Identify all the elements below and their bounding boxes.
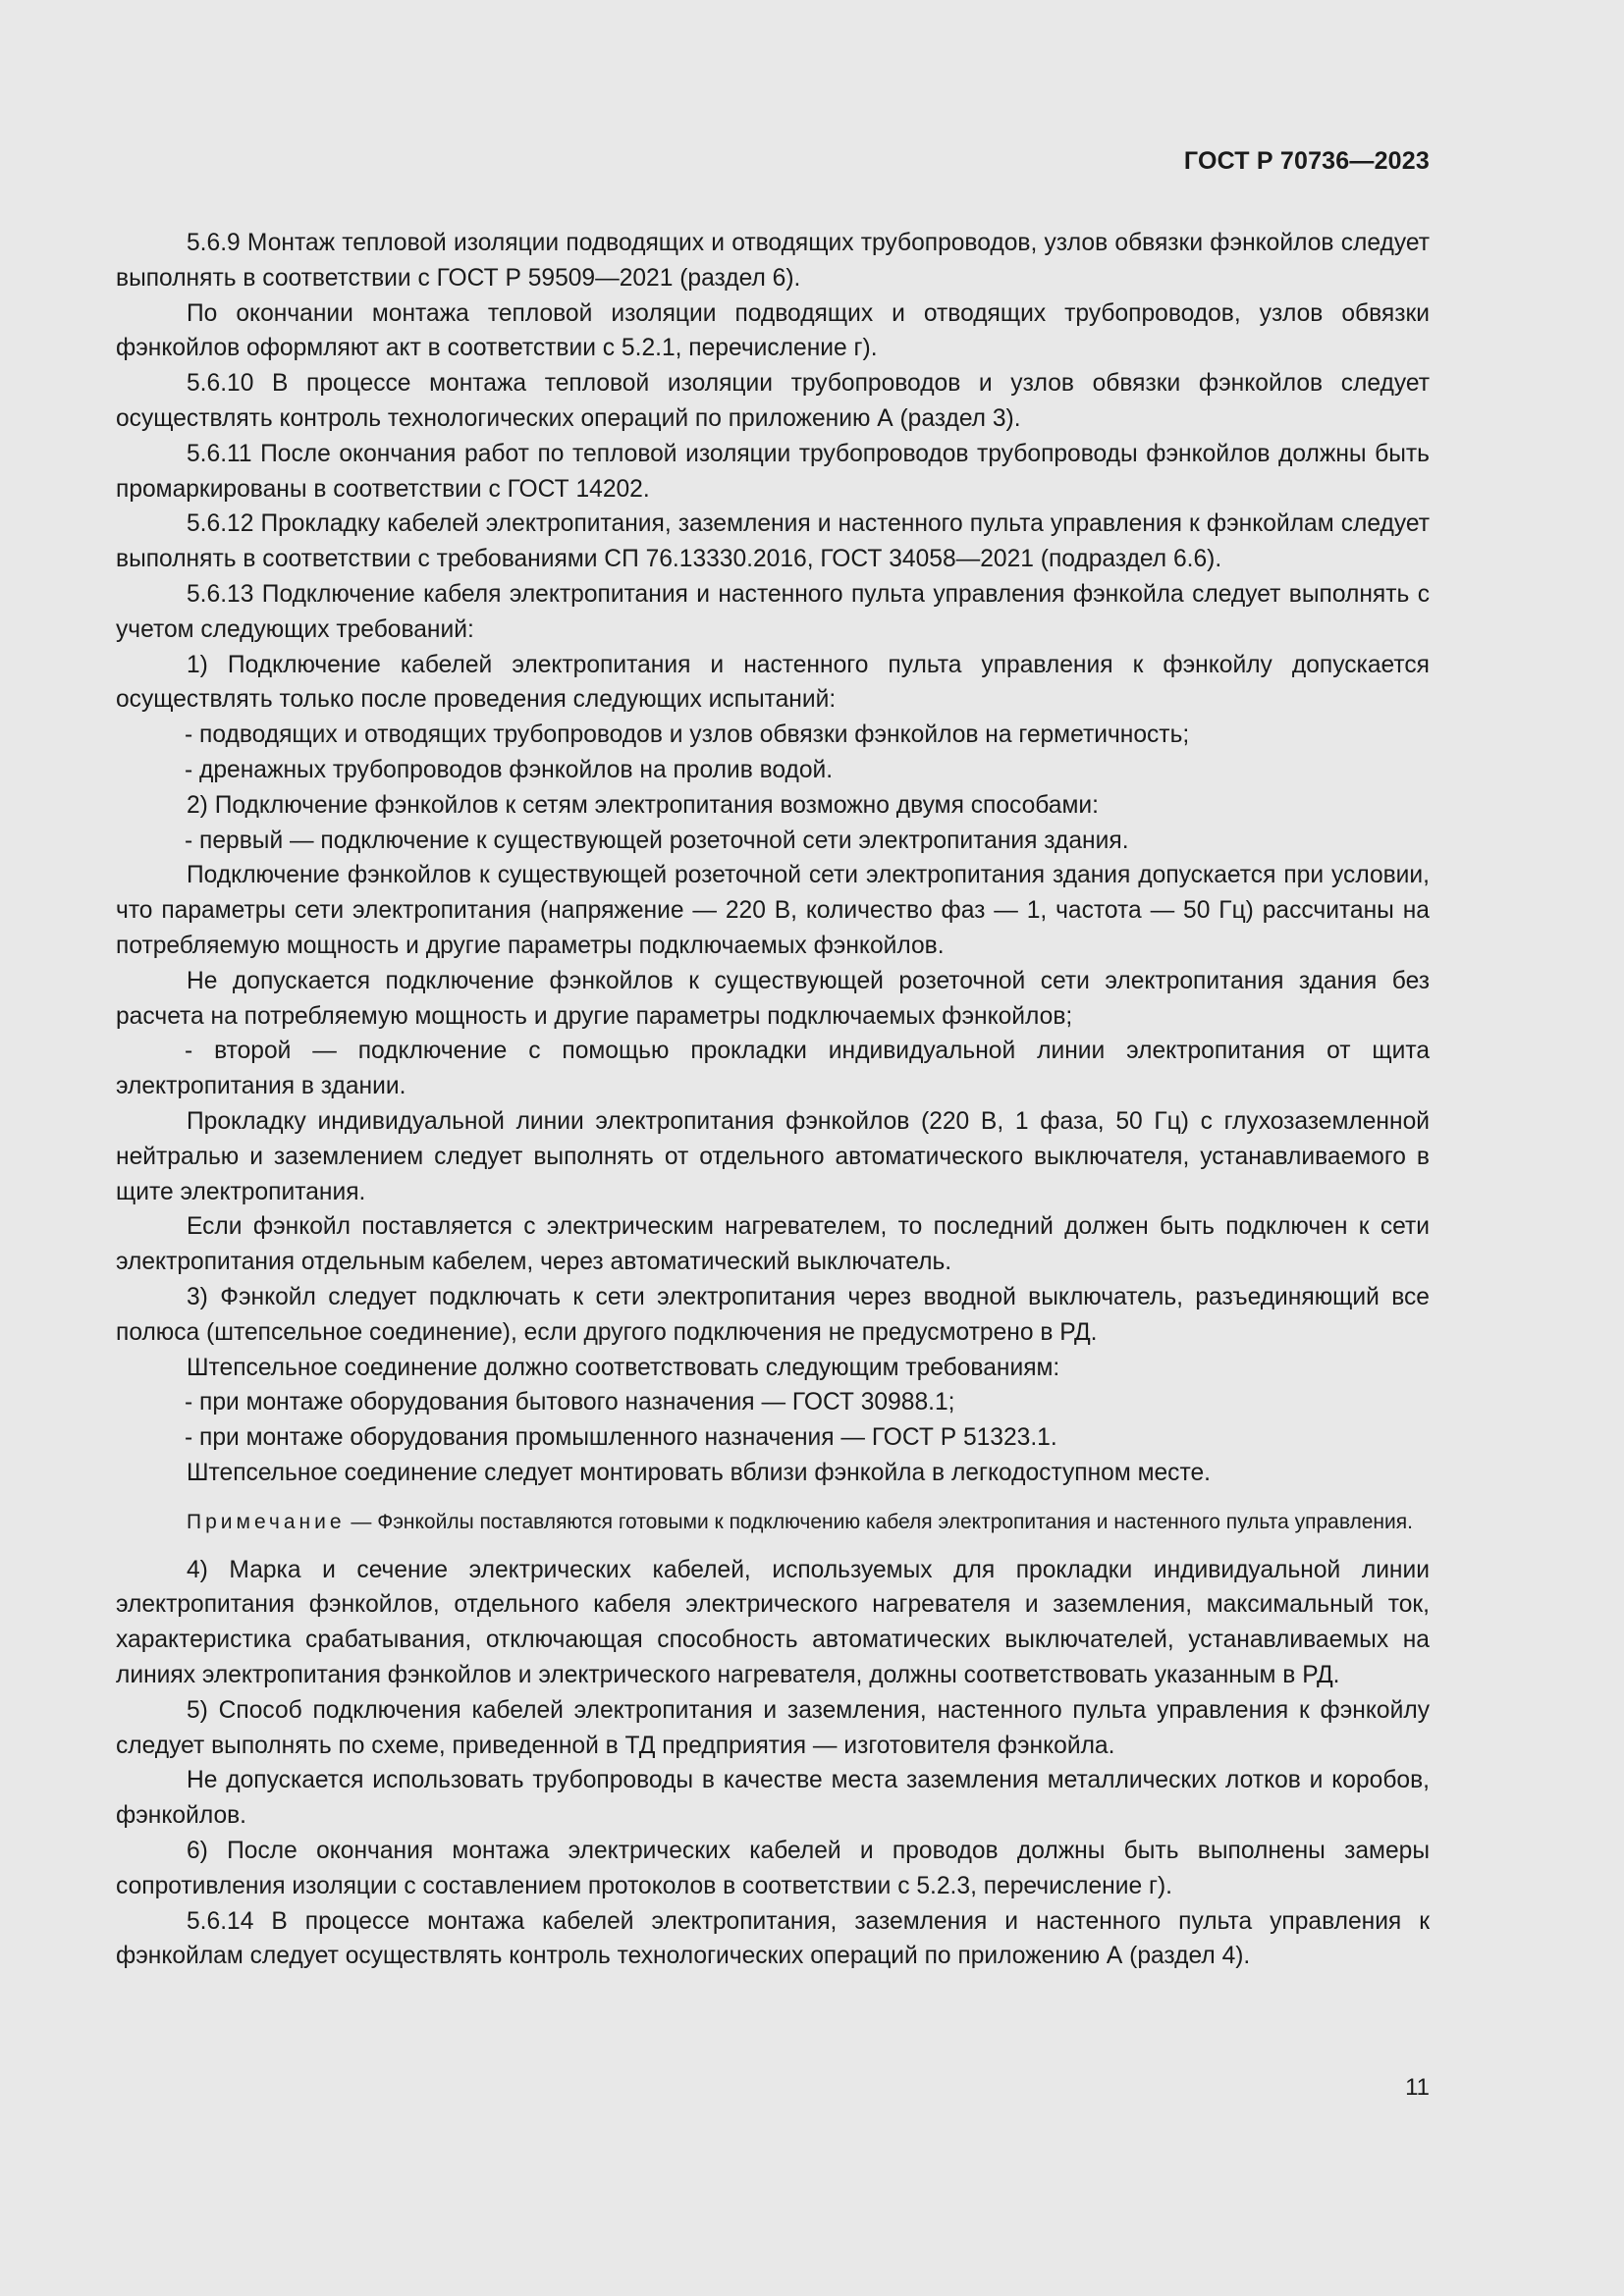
paragraph-socket-conditions: Подключение фэнкойлов к существующей розеточной сети электропитания здания допускается при условии, что параметры сети электропитания (напряжение — 220 В, количество фаз — 1, частота — 50 Гц) рассчитаны на потребляемую мощность и другие параметры подключаемых фэнкойлов. bbox=[116, 862, 1430, 959]
dash-item-industrial: - при монтаже оборудования промышленного назначения — ГОСТ Р 51323.1. bbox=[185, 1424, 1057, 1452]
list-item-1: 1) Подключение кабелей электропитания и настенного пульта управления к фэнкойлу допускается осуществлять только после проведения следующих испытаний: bbox=[116, 651, 1430, 714]
paragraph-act: По окончании монтажа тепловой изоляции подводящих и отводящих трубопроводов, узлов обвязки фэнкойлов оформляют акт в соответствии с 5.2.1, перечисление г). bbox=[116, 299, 1430, 362]
paragraph-heater: Если фэнкойл поставляется с электрическим нагревателем, то последний должен быть подключен к сети электропитания отдельным кабелем, через автоматический выключатель. bbox=[116, 1213, 1430, 1276]
paragraph-5-6-9: 5.6.9 Монтаж тепловой изоляции подводящих и отводящих трубопроводов, узлов обвязки фэнкойлов следует выполнять в соответствии с ГОСТ Р 59509—2021 (раздел 6). bbox=[116, 230, 1430, 292]
note-text: — Фэнкойлы поставляются готовыми к подключению кабеля электропитания и настенного пульта управления. bbox=[345, 1510, 1413, 1533]
paragraph-grounding: Не допускается использовать трубопроводы в качестве места заземления металлических лотков и коробов, фэнкойлов. bbox=[116, 1767, 1430, 1830]
dash-item-first: - первый — подключение к существующей розеточной сети электропитания здания. bbox=[185, 827, 1129, 854]
paragraph-5-6-10: 5.6.10 В процессе монтажа тепловой изоляции трубопроводов и узлов обвязки фэнкойлов следует осуществлять контроль технологических операций по приложению А (раздел 3). bbox=[116, 370, 1430, 432]
paragraph-5-6-14: 5.6.14 В процессе монтажа кабелей электропитания, заземления и настенного пульта управления к фэнкойлам следует осуществлять контроль технологических операций по приложению А (раздел 4). bbox=[116, 1907, 1430, 1970]
list-item-6: 6) После окончания монтажа электрических кабелей и проводов должны быть выполнены замеры сопротивления изоляции с составлением протоколов в соответствии с 5.2.3, перечисление г). bbox=[116, 1838, 1430, 1899]
dash-item-household: - при монтаже оборудования бытового назначения — ГОСТ 30988.1; bbox=[185, 1389, 955, 1416]
dash-item-second: - второй — подключение с помощью прокладки индивидуальной линии электропитания от щита электропитания в здании. bbox=[116, 1038, 1430, 1100]
document-body bbox=[116, 226, 1430, 1974]
note-label: Примечание bbox=[187, 1510, 346, 1533]
list-item-2: 2) Подключение фэнкойлов к сетям электропитания возможно двумя способами: bbox=[187, 791, 1099, 819]
paragraph-plug-location: Штепсельное соединение следует монтировать вблизи фэнкойла в легкодоступном месте. bbox=[187, 1459, 1211, 1486]
list-item-4: 4) Марка и сечение электрических кабелей, используемых для прокладки индивидуальной линии электропитания фэнкойлов, отдельного кабеля электрического нагревателя и заземления, максимальный ток, характеристика срабатывания, отключающая способность автоматических выключателей, устанавливаемых на линиях электропитания фэнкойлов и электрического нагревателя, должны соответствовать указанным в РД. bbox=[116, 1556, 1430, 1689]
list-item-5: 5) Способ подключения кабелей электропитания и заземления, настенного пульта управления к фэнкойлу следует выполнять по схеме, приведенной в ТД предприятия — изготовителя фэнкойла. bbox=[116, 1696, 1430, 1759]
page-number: 11 bbox=[1405, 2074, 1430, 2101]
paragraph-5-6-13: 5.6.13 Подключение кабеля электропитания и настенного пульта управления фэнкойла следует выполнять с учетом следующих требований: bbox=[116, 580, 1430, 643]
note bbox=[116, 1507, 1430, 1537]
dash-item-drainage: - дренажных трубопроводов фэнкойлов на пролив водой. bbox=[185, 756, 834, 783]
paragraph-5-6-12: 5.6.12 Прокладку кабелей электропитания, заземления и настенного пульта управления к фэнкойлам следует выполнять в соответствии с требованиями СП 76.13330.2016, ГОСТ 34058—2021 (подраздел 6.6). bbox=[116, 510, 1430, 573]
dash-item-tightness: - подводящих и отводящих трубопроводов и узлов обвязки фэнкойлов на герметичность; bbox=[185, 721, 1190, 749]
paragraph-individual-line: Прокладку индивидуальной линии электропитания фэнкойлов (220 В, 1 фаза, 50 Гц) с глухозаземленной нейтралью и заземлением следует выполнять от отдельного автоматического выключателя, устанавливаемого в щите электропитания. bbox=[116, 1107, 1430, 1205]
paragraph-5-6-11: 5.6.11 После окончания работ по тепловой изоляции трубопроводов трубопроводы фэнкойлов должны быть промаркированы в соответствии с ГОСТ 14202. bbox=[116, 440, 1430, 503]
paragraph-plug-requirements: Штепсельное соединение должно соответствовать следующим требованиям: bbox=[187, 1354, 1060, 1381]
document-code-header: ГОСТ Р 70736—2023 bbox=[1183, 147, 1430, 175]
paragraph-not-allowed: Не допускается подключение фэнкойлов к существующей розеточной сети электропитания здания без расчета на потребляемую мощность и другие параметры подключаемых фэнкойлов; bbox=[116, 967, 1430, 1030]
list-item-3: 3) Фэнкойл следует подключать к сети электропитания через вводной выключатель, разъединяющий все полюса (штепсельное соединение), если другого подключения не предусмотрено в РД. bbox=[116, 1283, 1430, 1346]
